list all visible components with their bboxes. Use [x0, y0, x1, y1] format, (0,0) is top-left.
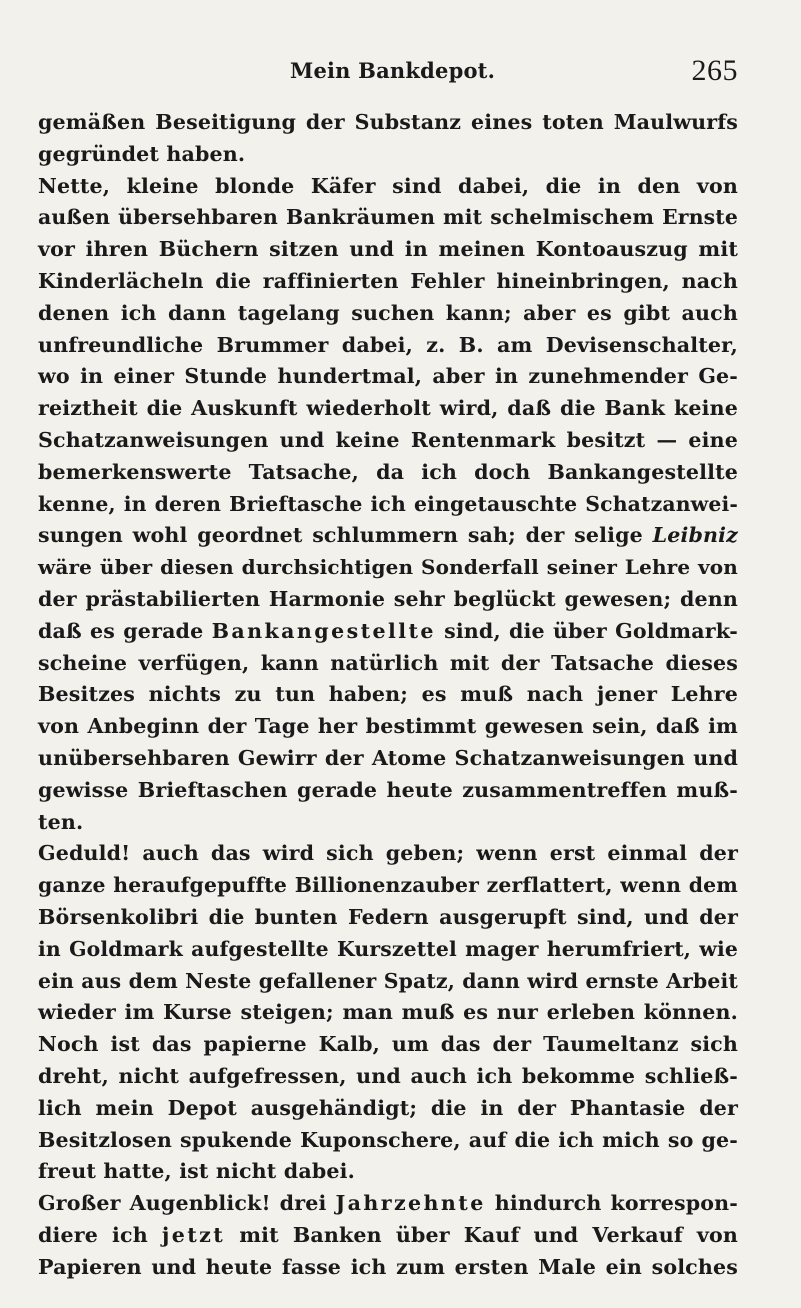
- running-head: [38, 54, 738, 94]
- text-segment: diere ich: [38, 1222, 148, 1247]
- text-line: unübersehbaren Gewirr der Atome Schatzanweisungen und: [38, 745, 738, 770]
- text-line: in Goldmark aufgestellte Kurszettel mager herumfriert, wie: [38, 936, 738, 961]
- text-line: gewisse Brieftaschen gerade heute zusammentreffen muß-: [38, 777, 738, 802]
- text-line: der prästabilierten Harmonie sehr beglückt gewesen; denn: [38, 586, 738, 611]
- text-line: außen übersehbaren Bankräumen mit schelmischem Ernste: [38, 205, 738, 230]
- name-leibniz: Leibniz: [652, 523, 738, 548]
- text-line: reiztheit die Auskunft wiederholt wird, daß die Bank keine: [38, 396, 738, 421]
- text-line: ein aus dem Neste gefallener Spatz, dann wird ernste Arbeit: [38, 968, 738, 993]
- text-line: bemerkenswerte Tatsache, da ich doch Bankangestellte: [38, 459, 738, 484]
- text-line: Börsenkolibri die bunten Federn ausgerupft sind, und der: [38, 904, 738, 929]
- text-line: Geduld! auch das wird sich geben; wenn erst einmal der: [38, 841, 738, 866]
- text-segment: daß es gerade: [38, 618, 204, 643]
- text-segment: mit Banken über Kauf und Verkauf von: [239, 1222, 739, 1247]
- text-line: Besitzlosen spukende Kuponschere, auf die ich mich so ge-: [38, 1127, 738, 1152]
- text-line: Besitzes nichts zu tun haben; es muß nach jener Lehre: [38, 682, 738, 707]
- page-number: 265: [691, 54, 738, 87]
- text-line: Kinderlächeln die raffinierten Fehler hineinbringen, nach: [38, 268, 738, 293]
- text-line: kenne, in deren Brieftasche ich eingetauschte Schatzanwei-: [38, 491, 738, 516]
- text-line: Schatzanweisungen und keine Rentenmark besitzt — eine: [38, 427, 738, 452]
- text-line: ten.: [38, 809, 84, 834]
- text-line: wieder im Kurse steigen; man muß es nur erleben können.: [38, 1000, 738, 1025]
- text-line: Nette, kleine blonde Käfer sind dabei, die in den von: [38, 173, 738, 198]
- text-segment: Großer Augenblick! drei: [38, 1191, 327, 1216]
- text-line: Papieren und heute fasse ich zum ersten Male ein solches: [38, 1254, 738, 1279]
- text-line: wo in einer Stunde hundertmal, aber in zunehmender Ge-: [38, 364, 738, 389]
- text-line: [38, 616, 738, 648]
- body-text: [38, 107, 738, 1283]
- text-line: [38, 1220, 738, 1252]
- text-line: denen ich dann tagelang suchen kann; aber es gibt auch: [38, 300, 738, 325]
- text-line: unfreundliche Brummer dabei, z. B. am Devisenschalter,: [38, 332, 738, 357]
- text-line: freut hatte, ist nicht dabei.: [38, 1159, 355, 1184]
- text-line: gegründet haben.: [38, 141, 246, 166]
- spaced-word: Jahrzehnte: [335, 1191, 486, 1216]
- text-segment: sungen wohl geordnet schlummern sah; der selige: [38, 523, 643, 548]
- spaced-word: jetzt: [161, 1222, 226, 1247]
- text-line: vor ihren Büchern sitzen und in meinen Kontoauszug mit: [38, 237, 738, 262]
- text-line: [38, 520, 738, 552]
- spaced-word: Bankangestellte: [211, 618, 436, 643]
- text-line: scheine verfügen, kann natürlich mit der Tatsache dieses: [38, 650, 738, 675]
- text-line: wäre über diesen durchsichtigen Sonderfall seiner Lehre von: [38, 555, 738, 580]
- text-line: gemäßen Beseitigung der Substanz eines toten Maulwurfs: [38, 110, 738, 134]
- text-segment: sind, die über Goldmark-: [444, 618, 738, 643]
- running-title: Mein Bankdepot.: [290, 58, 496, 83]
- text-line: von Anbeginn der Tage her bestimmt gewesen sein, daß im: [38, 714, 738, 739]
- text-line: [38, 1188, 738, 1220]
- text-line: Noch ist das papierne Kalb, um das der Taumeltanz sich: [38, 1032, 738, 1057]
- text-line: ganze heraufgepuffte Billionenzauber zerflattert, wenn dem: [38, 873, 738, 898]
- text-line: dreht, nicht aufgefressen, und auch ich bekomme schließ-: [38, 1063, 738, 1088]
- text-line: lich mein Depot ausgehändigt; die in der Phantasie der: [38, 1095, 738, 1120]
- text-segment: hindurch korrespon-: [494, 1191, 738, 1216]
